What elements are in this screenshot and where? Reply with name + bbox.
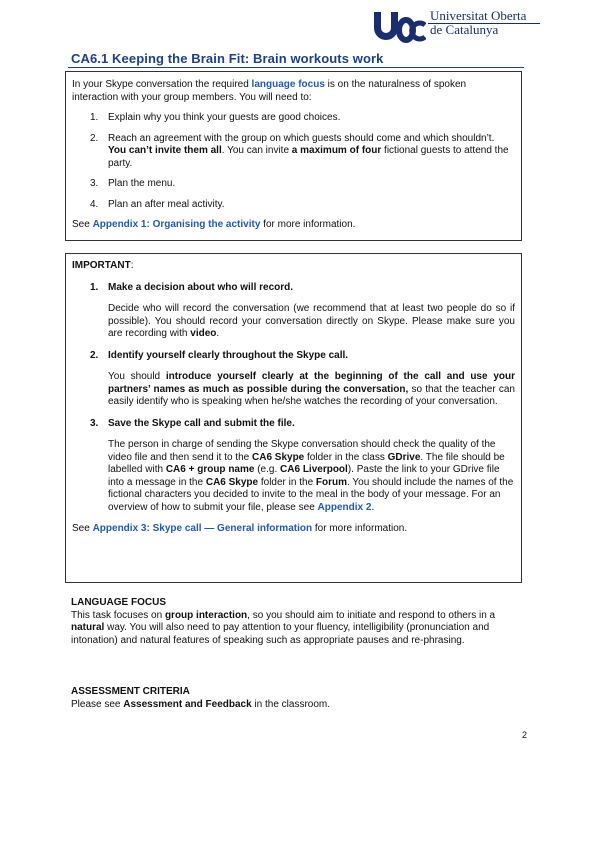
list-item (72, 418, 515, 515)
body-text: Please see (71, 698, 124, 710)
list-body (108, 439, 515, 514)
list-item (72, 282, 515, 341)
task-list (72, 112, 515, 211)
assessment-section (71, 686, 526, 711)
body-bold: CA6 Skype (205, 476, 259, 488)
body-bold: GDrive (387, 451, 421, 463)
body-text: . (216, 328, 220, 339)
list-number: 1. (90, 281, 99, 293)
see-appendix-1 (72, 219, 515, 232)
body-bold: introduce yourself clearly at the beginning of the call and use your partners’ names as much as possible during the conversation, (108, 371, 515, 395)
list-number: 3. (90, 417, 99, 429)
list-text: fictional guests to attend the party. (108, 145, 509, 169)
title-rule (68, 67, 524, 68)
intro-text: In your Skype conversation the required (72, 79, 252, 90)
important-list (72, 282, 515, 515)
important-heading (72, 260, 515, 273)
logo-text (430, 9, 526, 37)
list-item (72, 199, 515, 212)
body-text: The person in charge of sending the Skype conversation should check the quality of the video file and then send it to the (108, 439, 496, 463)
important-box (65, 253, 522, 583)
body-bold: Assessment and Feedback (123, 698, 252, 710)
uoc-logo (372, 6, 540, 46)
body-bold: CA6 Skype (252, 451, 305, 463)
body-text: way. You will also need to pay attention to your fluency, intelligibility (pronunciation and intonation) and natural features of speaking such as appropriate pauses and re-phrasing. (71, 622, 490, 646)
list-heading: Make a decision about who will record. (108, 281, 294, 293)
language-focus-text (71, 610, 526, 648)
logo-line1: Universitat Oberta (430, 8, 527, 23)
appendix-2-link[interactable]: Appendix 2 (317, 501, 372, 513)
body-text: in the classroom. (251, 698, 331, 710)
list-heading: Identify yourself clearly throughout the Skype call. (108, 349, 349, 361)
list-body (108, 371, 515, 409)
list-number: 1. (90, 112, 99, 123)
list-text: Plan the menu. (108, 178, 176, 189)
body-text: Decide who will record the conversation (we recommend that at least two people do so if possible). You should record your conversation directly on Skype. Please make sure you are recording with (108, 303, 515, 339)
see-text: See (72, 219, 93, 230)
language-focus-section (71, 597, 526, 647)
list-body (108, 303, 515, 341)
list-item (72, 178, 515, 191)
list-text: Explain why you think your guests are good choices. (108, 112, 341, 123)
body-text: ). Paste the link to your GDrive file into a message in the (108, 464, 500, 488)
see-text-end: for more information. (312, 523, 408, 534)
list-item (72, 133, 515, 171)
list-heading: Save the Skype call and submit the file. (108, 417, 295, 429)
list-number: 3. (90, 178, 99, 189)
list-bold: a maximum of four (291, 145, 382, 156)
body-text: (e.g. (254, 464, 281, 475)
body-text: so that the teacher can easily identify who is speaking when he/she watches the recording of your conversation. (108, 383, 515, 407)
intro-text-end: is on the naturalness of spoken interaction with your group members. You will need to: (72, 79, 467, 103)
see-appendix-3 (72, 523, 515, 536)
list-number: 2. (90, 349, 99, 361)
list-item (72, 112, 515, 125)
page-title: CA6.1 Keeping the Brain Fit: Brain workouts work (71, 51, 384, 66)
list-text: . You can invite (221, 145, 292, 156)
language-focus-link[interactable]: language focus (251, 79, 325, 90)
body-bold: natural (71, 622, 105, 633)
body-bold: Forum (315, 476, 348, 488)
appendix-3-link[interactable]: Appendix 3: Skype call — General information (92, 523, 313, 534)
body-bold: CA6 + group name (165, 464, 255, 475)
appendix-1-link[interactable]: Appendix 1: Organising the activity (92, 219, 261, 230)
body-text: This task focuses on (71, 609, 165, 621)
body-text: You should (108, 371, 166, 382)
body-bold: video (190, 328, 217, 339)
important-colon: : (130, 260, 134, 271)
assessment-text (71, 699, 526, 712)
logo-line2: de Catalunya (430, 22, 499, 37)
see-text-end: for more information. (260, 219, 356, 230)
see-text: See (72, 523, 93, 534)
intro-paragraph (72, 79, 515, 104)
language-focus-heading: LANGUAGE FOCUS (71, 597, 166, 608)
list-item (72, 350, 515, 409)
page-number: 2 (522, 730, 528, 740)
body-bold: CA6 Liverpool (280, 464, 348, 475)
body-text: . You should include the names of the fictional characters you decided to invite to the meal in the body of your message. For an overview of how to submit your file, please see (108, 476, 514, 513)
body-text: folder in the class (304, 451, 388, 463)
body-text: folder in the (258, 476, 316, 488)
list-text: Reach an agreement with the group on which guests should come and which shouldn’t. (108, 132, 495, 144)
uoc-logo-mark (372, 6, 426, 46)
body-text: , so you should aim to initiate and respond to others in a (247, 609, 496, 621)
body-text: . The file should be labelled with (108, 451, 505, 475)
instructions-box (65, 71, 522, 241)
list-number: 4. (90, 198, 99, 210)
body-text: . (371, 501, 375, 513)
list-number: 2. (90, 132, 99, 144)
body-bold: group interaction (164, 609, 248, 621)
assessment-heading: ASSESSMENT CRITERIA (71, 686, 190, 697)
important-label: IMPORTANT (72, 260, 131, 271)
list-bold: You can’t invite them all (108, 145, 222, 156)
list-text: Plan an after meal activity. (108, 198, 225, 210)
